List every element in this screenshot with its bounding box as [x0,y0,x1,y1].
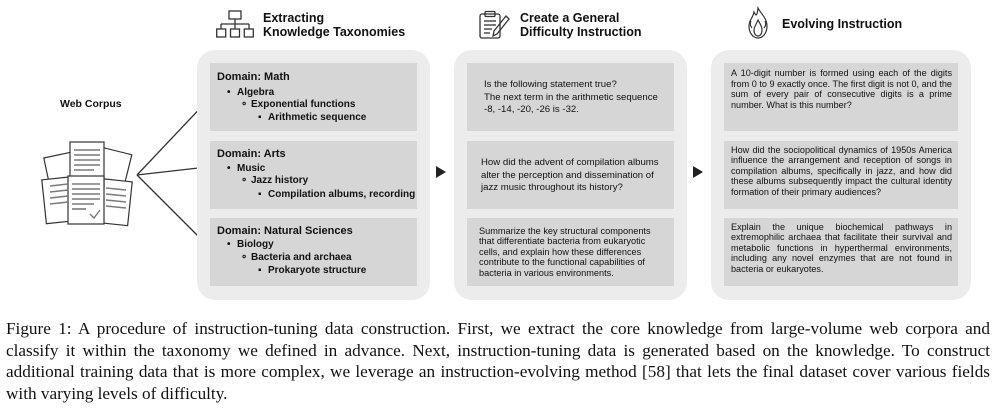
hierarchy-icon [216,10,254,40]
taxonomy-level2: ∘ Exponential functions [241,99,356,110]
evolved-instruction-text: How did the sociopolitical dynamics of 1950s America influence the arrangement and reception of songs in compilation albums, specifically in jazz, and how did these albums subsequently impact the cultural identity formation of their primary audiences? [731,145,952,197]
column-title-evolving: Evolving Instruction [782,17,903,31]
general-instruction-text: Is the following statement true? The next term in the arithmetic sequence -8, -14, -20, -26 is -32. [484,79,658,115]
taxonomy-level3: ▪ Prokaryote structure [258,265,367,276]
web-corpus-label: Web Corpus [60,98,122,110]
taxonomy-level2: ∘ Jazz history [241,175,309,186]
taxonomy-level1: • Biology [227,239,274,250]
flame-icon [745,6,771,40]
taxonomy-level1: • Music [227,163,266,174]
general-instruction-text: How did the advent of compilation albums alter the perception and dissemination of jazz music throughout its history? [481,157,659,193]
taxonomy-level2: ∘ Bacteria and archaea [241,252,352,263]
taxonomy-level3: ▪ Compilation albums, recording [258,189,416,200]
taxonomy-level3: ▪ Arithmetic sequence [258,112,367,123]
taxonomy-level1: • Algebra [227,87,275,98]
evolved-instruction-text: A 10-digit number is formed using each of the digits from 0 to 9 exactly once. The first digit is not 0, and the sum of every pair of consecutive digits is a prime number. What is this number? [731,68,952,110]
flow-arrow-right [693,166,703,178]
flow-arrow-right [436,166,446,178]
figure-caption: Figure 1: A procedure of instruction-tuning data construction. First, we extract the core knowledge from large-volume web corpora and classify it within the taxonomy we defined in advance. Next, instruction-tuning data is generated based on the knowledge. To construct additional training data that is more complex, we leverage an instruction-evolving method [58] that lets the final dataset cover various fields with varying levels of difficulty. [6,319,990,403]
documents-icon [38,136,138,232]
taxonomy-domain: Domain: Math [217,71,290,83]
evolved-instruction-text: Explain the unique biochemical pathways in extremophilic archaea that facilitate their survival and metabolic functions in hyperthermal environments, including any novel enzymes that are not found in bacteria or eukaryotes. [731,222,952,274]
column-title-general: Create a General Difficulty Instruction [520,11,642,39]
clipboard-pen-icon [478,10,510,40]
column-title-taxonomies: Extracting Knowledge Taxonomies [263,11,406,39]
general-instruction-text: Summarize the key structural components that differentiate bacteria from eukaryotic cells, and explain how these differences contribute to the functional capabilities of bacteria in various environments. [479,226,651,278]
taxonomy-domain: Domain: Natural Sciences [217,225,353,237]
taxonomy-domain: Domain: Arts [217,148,286,160]
